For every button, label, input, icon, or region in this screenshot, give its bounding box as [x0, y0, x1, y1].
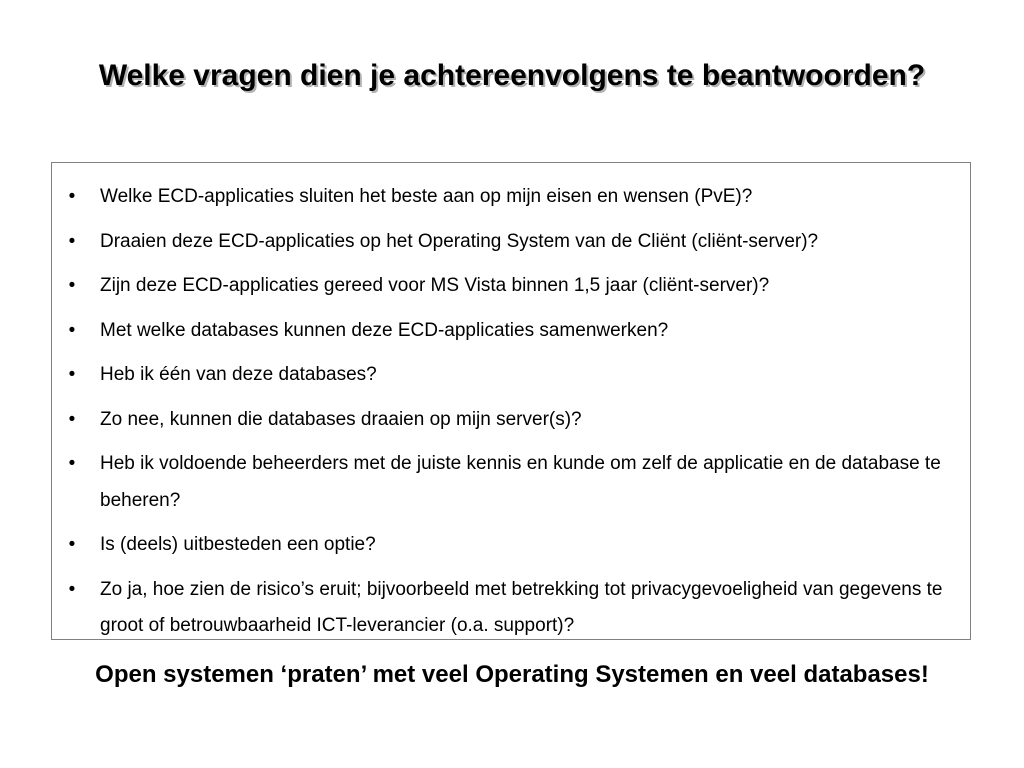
list-item	[62, 402, 958, 439]
conclusion-text: Open systemen ‘praten’ met veel Operating Systemen en veel databases!	[95, 661, 929, 688]
question-box	[51, 162, 971, 640]
bullet-icon: •	[68, 453, 76, 474]
bullet-icon: •	[68, 230, 76, 252]
list-item	[62, 179, 958, 216]
question-text: Zijn deze ECD-applicaties gereed voor MS Vista binnen 1,5 jaar (cliënt-server)?	[100, 275, 770, 296]
bullet-icon: •	[68, 578, 76, 600]
bullet-icon: •	[68, 275, 76, 296]
question-text: Is (deels) uitbesteden een optie?	[100, 534, 376, 555]
list-item	[62, 313, 958, 350]
bullet-icon: •	[68, 364, 76, 385]
question-text: Zo ja, hoe zien de risico’s eruit; bijvoorbeeld met betrekking tot privacygevoeligheid van gegevens te groot of betrouwbaarheid ICT-leverancier (o.a. support)?	[100, 578, 943, 636]
list-item	[62, 446, 958, 519]
bullet-icon: •	[68, 534, 76, 555]
list-item	[62, 357, 958, 394]
bullet-icon: •	[68, 319, 76, 341]
question-text: Heb ik één van deze databases?	[100, 364, 377, 385]
question-text: Zo nee, kunnen die databases draaien op mijn server(s)?	[100, 408, 582, 430]
question-text: Welke ECD-applicaties sluiten het beste aan op mijn eisen en wensen (PvE)?	[100, 186, 753, 207]
question-text: Draaien deze ECD-applicaties op het Operating System van de Cliënt (cliënt-server)?	[100, 230, 819, 252]
list-item	[62, 224, 958, 261]
list-item	[62, 527, 958, 564]
bullet-icon: •	[68, 408, 76, 430]
question-text: Met welke databases kunnen deze ECD-applicaties samenwerken?	[100, 319, 669, 341]
question-text: Heb ik voldoende beheerders met de juiste kennis en kunde om zelf de applicatie en de database te beheren?	[100, 453, 941, 511]
question-list	[52, 163, 970, 645]
bullet-icon: •	[68, 186, 76, 207]
list-item	[62, 572, 958, 645]
slide-title: Welke vragen dien je achtereenvolgens te beantwoorden?	[98, 59, 926, 92]
list-item	[62, 268, 958, 305]
